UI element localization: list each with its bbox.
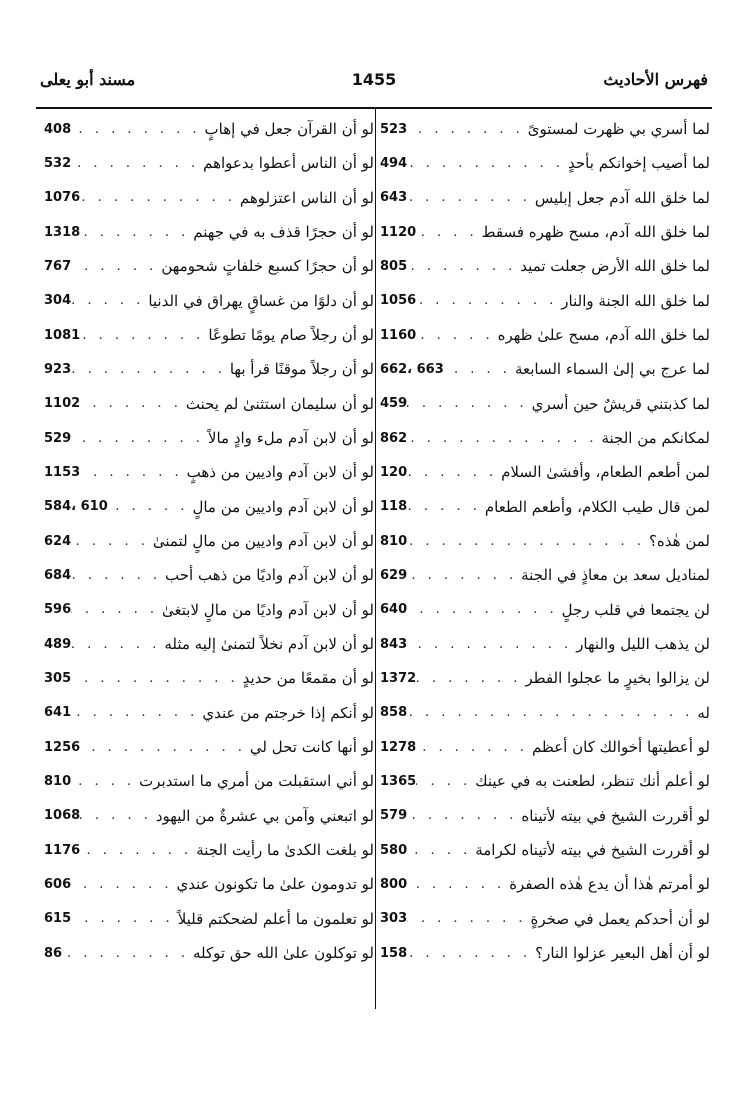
leader-dots <box>407 637 576 652</box>
page-number: 1455 <box>351 70 397 89</box>
entry-text: لما خلق الله الأرض جعلت تميد <box>520 257 710 276</box>
entry-text: لو أمرتم هٰذا أن يدع هٰذه الصفرة <box>509 875 710 894</box>
entry-text: لما أسري بي ظهرت لمستوىً <box>527 120 710 139</box>
entry-text: لو أن لابن آدم واديين من مالٍ لتمنىٰ <box>152 532 374 551</box>
leader-dots <box>71 534 153 549</box>
entry-text: لو أعطيتها أخوالك كان أعظم <box>531 738 710 757</box>
entry-hadith-number: 1076 <box>44 190 81 206</box>
entry-text: لو أنها كانت تحل لي <box>249 738 374 757</box>
entry-text: لو أن لابن آدم واديًا من مالٍ لابتغىٰ <box>162 600 374 619</box>
index-entry <box>380 799 710 833</box>
entry-hadith-number: 615 <box>44 911 72 927</box>
entry-hadith-number: 158 <box>380 945 408 961</box>
leader-dots <box>71 293 148 308</box>
leader-dots <box>71 362 230 377</box>
leader-dots <box>71 637 164 652</box>
entry-text: لو أن حجرًا قذف به في جهنم <box>193 223 374 242</box>
page-header <box>40 70 708 104</box>
running-title: فهرس الأحاديث <box>603 70 708 89</box>
index-entry <box>380 421 710 455</box>
leader-dots <box>71 705 202 720</box>
entry-hadith-number: 494 <box>380 155 408 171</box>
leader-dots <box>71 774 139 789</box>
leader-dots <box>407 946 535 961</box>
leader-dots <box>71 602 162 617</box>
index-entry <box>44 833 374 867</box>
entry-text: لمناديل سعد بن معاذٍ في الجنة <box>521 566 710 585</box>
entry-hadith-number: 529 <box>44 430 72 446</box>
entry-text: له <box>697 703 710 722</box>
entry-hadith-number: 118 <box>380 499 408 515</box>
entry-text: لمن أطعم الطعام، وأفشىٰ السلام <box>501 463 710 482</box>
leader-dots <box>71 431 208 446</box>
entry-text: لما خلق الله الجنة والنار <box>561 291 710 310</box>
index-entry <box>44 387 374 421</box>
entry-hadith-number: 303 <box>380 911 408 927</box>
entry-text: لو أن أهل البعير عزلوا النار؟ <box>535 944 710 963</box>
leader-dots <box>416 740 532 755</box>
entry-text: لو توكلون علىٰ الله حق توكله <box>193 944 374 963</box>
leader-dots <box>407 843 475 858</box>
entry-hadith-number: 596 <box>44 602 72 618</box>
leader-dots <box>71 122 204 137</box>
leader-dots <box>407 499 485 514</box>
entry-hadith-number: 305 <box>44 670 72 686</box>
index-entry <box>380 661 710 695</box>
entry-text: لمن قال طيب الكلام، وأطعم الطعام <box>484 497 710 516</box>
index-entry <box>44 558 374 592</box>
leader-dots <box>80 396 186 411</box>
leader-dots <box>108 499 193 514</box>
entry-hadith-number: 1120 <box>380 224 417 240</box>
leader-dots <box>62 946 193 961</box>
leader-dots <box>416 671 525 686</box>
index-entry <box>380 902 710 936</box>
entry-text: لن يجتمعا في قلب رجلٍ <box>561 600 710 619</box>
entry-hadith-number: 606 <box>44 876 72 892</box>
index-entry <box>380 284 710 318</box>
entry-hadith-number: 862 <box>380 430 408 446</box>
index-entry <box>44 181 374 215</box>
leader-dots <box>416 293 561 308</box>
index-entry <box>380 764 710 798</box>
index-entry <box>380 524 710 558</box>
entry-text: لو أن لابن آدم واديين من ذهبٍ <box>186 463 374 482</box>
leader-dots <box>407 534 649 549</box>
entry-hadith-number: 1056 <box>380 293 417 309</box>
entry-hadith-number: 1372 <box>380 670 417 686</box>
entry-text: لن يذهب الليل والنهار <box>576 635 710 654</box>
entry-text: لما أصيب إخوانكم بأحدٍ <box>568 154 710 173</box>
index-entry <box>380 558 710 592</box>
index-entry <box>44 661 374 695</box>
entry-hadith-number: 86 <box>44 945 63 961</box>
entry-text: لو أن لابن آدم نخلاً لتمنىٰ إليه مثله <box>164 635 374 654</box>
entry-hadith-number: 584، 610 <box>44 499 108 515</box>
index-entry <box>44 902 374 936</box>
entry-hadith-number: 805 <box>380 258 408 274</box>
leader-dots <box>80 190 240 205</box>
index-entry <box>44 284 374 318</box>
entry-hadith-number: 1176 <box>44 842 81 858</box>
entry-hadith-number: 523 <box>380 121 408 137</box>
entry-hadith-number: 843 <box>380 636 408 652</box>
entry-text: لو أن أحدكم يعمل في صخرةٍ <box>530 909 710 928</box>
entry-text: لو أن رجلاً موقنًا قرأ بها <box>229 360 374 379</box>
index-entry <box>44 764 374 798</box>
index-entry <box>44 249 374 283</box>
leader-dots <box>407 568 521 583</box>
entry-text: لو أن الناس أعطوا بدعواهم <box>203 154 374 173</box>
book-title: مسند أبو يعلى <box>40 70 136 89</box>
index-entry <box>380 455 710 489</box>
index-entry <box>44 696 374 730</box>
leader-dots <box>80 740 250 755</box>
leader-dots <box>80 808 156 823</box>
leader-dots <box>71 911 178 926</box>
entry-hadith-number: 1102 <box>44 396 81 412</box>
entry-hadith-number: 489 <box>44 636 72 652</box>
index-entry <box>44 799 374 833</box>
index-entry <box>380 181 710 215</box>
index-column-left <box>44 112 374 970</box>
index-entry <box>380 833 710 867</box>
leader-dots <box>407 808 521 823</box>
index-entry <box>44 352 374 386</box>
entry-hadith-number: 1256 <box>44 739 81 755</box>
index-entry <box>380 696 710 730</box>
entry-hadith-number: 459 <box>380 396 408 412</box>
leader-dots <box>71 568 165 583</box>
index-entry <box>44 318 374 352</box>
column-divider <box>375 109 376 1009</box>
entry-hadith-number: 800 <box>380 876 408 892</box>
index-entry <box>44 146 374 180</box>
entry-hadith-number: 662، 663 <box>380 361 444 377</box>
leader-dots <box>407 602 562 617</box>
leader-dots <box>416 225 481 240</box>
entry-text: لو أن لابن آدم واديًا من ذهب أحب <box>165 566 374 585</box>
leader-dots <box>80 328 208 343</box>
entry-text: لو تدومون علىٰ ما تكونون عندي <box>176 875 374 894</box>
index-entry <box>380 352 710 386</box>
index-entry <box>380 318 710 352</box>
entry-text: لو اتبعني وآمن بي عشرةٌ من اليهود <box>155 806 374 825</box>
entry-hadith-number: 923 <box>44 361 72 377</box>
entry-hadith-number: 1365 <box>380 773 417 789</box>
entry-text: لما كذبتني قريشٌ حين أسري <box>531 394 710 413</box>
entry-hadith-number: 810 <box>44 773 72 789</box>
entry-text: لو بلغت الكدىٰ ما رأيت الجنة <box>196 841 374 860</box>
entry-text: لو أن سليمان استثنىٰ لم يحنث <box>185 394 374 413</box>
entry-hadith-number: 1160 <box>380 327 417 343</box>
index-entry <box>44 112 374 146</box>
index-entry <box>380 867 710 901</box>
entry-text: لمكانكم من الجنة <box>601 429 710 448</box>
leader-dots <box>407 259 520 274</box>
entry-hadith-number: 640 <box>380 602 408 618</box>
entry-text: لما خلق الله آدم جعل إبليس <box>534 188 710 207</box>
leader-dots <box>407 431 601 446</box>
entry-hadith-number: 641 <box>44 705 72 721</box>
entry-hadith-number: 1318 <box>44 224 81 240</box>
entry-text: لما خلق الله آدم، مسح ظهره فسقط <box>481 223 710 242</box>
entry-text: لو أن رجلاً صام يومًا تطوعًا <box>208 326 374 345</box>
entry-text: لو أقررت الشيخ في بيته لأتيناه لكرامة <box>475 841 710 860</box>
index-entry <box>380 593 710 627</box>
leader-dots <box>407 465 501 480</box>
entry-text: لو أعلم أنك تنظر، لطعنت به في عينك <box>475 772 710 791</box>
entry-text: لو أن الناس اعتزلوهم <box>239 188 374 207</box>
leader-dots <box>407 122 528 137</box>
index-entry <box>44 215 374 249</box>
entry-text: لما خلق الله آدم، مسح علىٰ ظهره <box>497 326 710 345</box>
index-entry <box>44 455 374 489</box>
entry-hadith-number: 532 <box>44 155 72 171</box>
entry-text: لو أن دلوًا من غساقٍ يهراق في الدنيا <box>148 291 374 310</box>
leader-dots <box>80 465 186 480</box>
index-column-right <box>380 112 710 970</box>
leader-dots <box>407 911 530 926</box>
index-entry <box>44 936 374 970</box>
leader-dots <box>407 190 535 205</box>
leader-dots <box>416 774 475 789</box>
entry-text: لو أن لابن آدم ملء وادٍ مالاً <box>207 429 374 448</box>
index-entry <box>44 593 374 627</box>
entry-hadith-number: 579 <box>380 808 408 824</box>
entry-text: لما عرج بي إلىٰ السماء السابعة <box>514 360 710 379</box>
entry-hadith-number: 304 <box>44 293 72 309</box>
entry-text: لو أن لابن آدم واديين من مالٍ <box>192 497 374 516</box>
leader-dots <box>71 877 176 892</box>
leader-dots <box>407 156 568 171</box>
index-entry <box>380 146 710 180</box>
entry-text: لو تعلمون ما أعلم لضحكتم قليلاً <box>177 909 374 928</box>
entry-text: لمن هٰذه؟ <box>648 532 710 551</box>
entry-text: لو أن مقمعًا من حديدٍ <box>242 669 374 688</box>
leader-dots <box>407 705 697 720</box>
index-entry <box>380 112 710 146</box>
index-entry <box>380 936 710 970</box>
leader-dots <box>80 225 193 240</box>
index-entry <box>380 215 710 249</box>
entry-hadith-number: 408 <box>44 121 72 137</box>
leader-dots <box>407 877 509 892</box>
index-entry <box>380 490 710 524</box>
entry-hadith-number: 1068 <box>44 808 81 824</box>
leader-dots <box>80 843 196 858</box>
entry-text: لن يزالوا بخيرٍ ما عجلوا الفطر <box>525 669 710 688</box>
entry-hadith-number: 580 <box>380 842 408 858</box>
entry-hadith-number: 767 <box>44 258 72 274</box>
entry-hadith-number: 1153 <box>44 464 81 480</box>
index-entry <box>380 730 710 764</box>
entry-hadith-number: 858 <box>380 705 408 721</box>
entry-hadith-number: 120 <box>380 464 408 480</box>
entry-text: لو أقررت الشيخ في بيته لأتيناه <box>521 806 710 825</box>
leader-dots <box>416 328 497 343</box>
index-entry <box>44 421 374 455</box>
index-entry <box>44 627 374 661</box>
index-entry <box>44 524 374 558</box>
entry-hadith-number: 643 <box>380 190 408 206</box>
entry-text: لو أني استقبلت من أمري ما استدبرت <box>139 772 374 791</box>
entry-hadith-number: 1278 <box>380 739 417 755</box>
index-entry <box>380 627 710 661</box>
leader-dots <box>71 671 243 686</box>
index-entry <box>44 490 374 524</box>
leader-dots <box>71 156 203 171</box>
leader-dots <box>444 362 515 377</box>
leader-dots <box>71 259 161 274</box>
index-entry <box>380 387 710 421</box>
entry-hadith-number: 1081 <box>44 327 81 343</box>
entry-text: لو أن القرآن جعل في إهابٍ <box>204 120 374 139</box>
index-entry <box>44 730 374 764</box>
entry-hadith-number: 810 <box>380 533 408 549</box>
entry-hadith-number: 629 <box>380 567 408 583</box>
leader-dots <box>407 396 532 411</box>
entry-text: لو أنكم إذا خرجتم من عندي <box>202 703 374 722</box>
index-entry <box>44 867 374 901</box>
header-rule <box>36 107 712 109</box>
entry-text: لو أن حجرًا كسبع خلفاتٍ شحومهن <box>161 257 374 276</box>
index-entry <box>380 249 710 283</box>
entry-hadith-number: 684 <box>44 567 72 583</box>
entry-hadith-number: 624 <box>44 533 72 549</box>
